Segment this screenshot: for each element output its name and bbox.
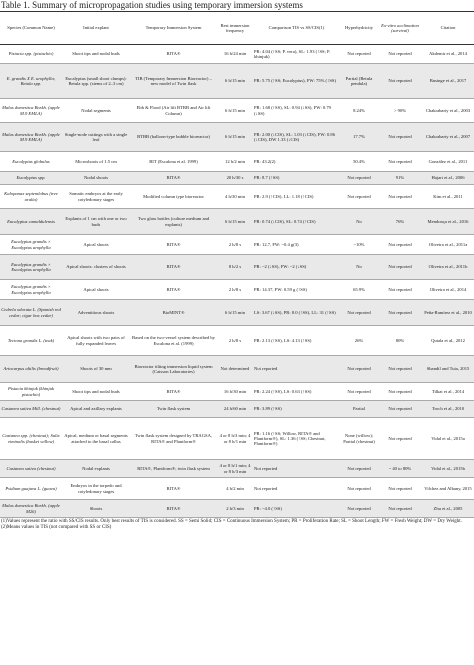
cell-acclimation: Not reported	[378, 500, 422, 518]
cell-hyperhydricity: Not reported	[340, 356, 378, 383]
cell-tis: BioMINT®	[130, 300, 217, 326]
table-row	[0, 460, 474, 478]
table-row	[0, 123, 474, 152]
cell-citation: Kim et al., 2011	[422, 185, 474, 209]
table-header	[0, 12, 474, 45]
note-2: (2)Means values in TIS (not compared with SS or CIS)	[1, 525, 112, 530]
cell-acclimation: Not reported	[378, 255, 422, 280]
cell-species: Eucalyptus camaldulensis	[0, 209, 62, 235]
cell-species: Malus domestica Borkh. (apple M26)	[0, 500, 62, 518]
table-row	[0, 209, 474, 235]
cell-comparison: PR: 3.89 (↑SS)	[253, 401, 340, 418]
cell-hyperhydricity: Not reported	[340, 383, 378, 401]
cell-initial-explant: Somatic embryos at the early cotyledonary stages	[62, 185, 130, 209]
cell-tis: BIT (Escalona et al. 1999)	[130, 152, 217, 172]
cell-comparison: Not reported	[253, 460, 340, 478]
cell-acclimation: Not reported	[378, 418, 422, 460]
table-row	[0, 383, 474, 401]
cell-initial-explant: Embryos in the torpedo and cotyledonary stages	[62, 478, 130, 500]
cell-initial-explant: Apical shoots: clusters of shoots	[62, 255, 130, 280]
cell-initial-explant: Shoot tips and nodal buds	[62, 45, 130, 64]
cell-initial-explant: Shoot tips and nodal buds	[62, 383, 130, 401]
header-tis: Temporary Immersion System	[130, 12, 217, 45]
cell-acclimation: Not reported	[378, 300, 422, 326]
cell-tis: RITA®	[130, 235, 217, 255]
cell-acclimation: Not reported	[378, 478, 422, 500]
cell-immersion-frequency: 8 h/2 s	[217, 255, 253, 280]
cell-tis: Two glass bottles (culture medium and explants)	[130, 209, 217, 235]
cell-initial-explant: Shoots of 30 mm	[62, 356, 130, 383]
cell-species: Eucalyptus spp.	[0, 172, 62, 185]
cell-acclimation: Not reported	[378, 152, 422, 172]
cell-acclimation: Not reported	[378, 383, 422, 401]
cell-tis: Twin flask system designed by TRAGSA, RITA® and Plantform®	[130, 418, 217, 460]
cell-initial-explant: Explants of 1 cm with one or two buds	[62, 209, 130, 235]
cell-hyperhydricity: ~10%	[340, 235, 378, 255]
cell-citation: Vidal et al., 2015b	[422, 460, 474, 478]
cell-comparison: PR: 1.68 (↑SS), SL: 0.94 (↓SS), FW: 0.79 (↓SS)	[253, 99, 340, 123]
cell-citation: Oliveira et al., 2011a	[422, 235, 474, 255]
cell-species: Malus domestica Borkh. (apple M.9 EMLA)	[0, 123, 62, 152]
cell-immersion-frequency: 24 h/60 min	[217, 401, 253, 418]
cell-immersion-frequency: 4 h/2 min	[217, 478, 253, 500]
cell-immersion-frequency: 2 h/8 s	[217, 326, 253, 356]
cell-hyperhydricity: 17.7%	[340, 123, 378, 152]
cell-acclimation: Not reported	[378, 123, 422, 152]
cell-comparison: LS: 3.67 (↓SS), PR: 8.0 (↑SS), LL: 31 (↑SS)	[253, 300, 340, 326]
table-row	[0, 99, 474, 123]
table-row	[0, 185, 474, 209]
cell-citation: Akdemir et al., 2014	[422, 45, 474, 64]
cell-species: Pistacia spp. (pistachio)	[0, 45, 62, 64]
table-row	[0, 152, 474, 172]
cell-hyperhydricity: Not reported	[340, 185, 378, 209]
cell-tis: RITA®	[130, 45, 217, 64]
cell-hyperhydricity: Not reported	[340, 45, 378, 64]
cell-tis: RITA®	[130, 478, 217, 500]
cell-immersion-frequency: Not determined	[217, 356, 253, 383]
cell-immersion-frequency: 20 h/30 s	[217, 172, 253, 185]
cell-hyperhydricity: 26%	[340, 326, 378, 356]
cell-initial-explant: Apical, medium or basal segments attached to the basal callus	[62, 418, 130, 460]
cell-hyperhydricity: No	[340, 209, 378, 235]
cell-comparison: PR: 2.13 (↑SS), LS: 4.13 (↑SS)	[253, 326, 340, 356]
cell-tis: RITA®	[130, 255, 217, 280]
cell-citation: Vidal et al., 2015a	[422, 418, 474, 460]
table-row	[0, 401, 474, 418]
table-row	[0, 300, 474, 326]
cell-comparison: Not reported	[253, 478, 340, 500]
cell-species: Castanea sativa Mill. (chestnut)	[0, 401, 62, 418]
cell-comparison: PR: 14.37, FW: 0.59 g (↑SS)	[253, 280, 340, 300]
cell-citation: Shandil and Tuia, 2015	[422, 356, 474, 383]
header-citation: Citation	[422, 12, 474, 45]
cell-citation: Chakrabarty et al., 2007	[422, 123, 474, 152]
table-row	[0, 172, 474, 185]
cell-acclimation: Not reported	[378, 64, 422, 99]
cell-hyperhydricity: Not reported	[340, 460, 378, 478]
cell-species: Malus domestica Borkh. (apple M.9 EMLA)	[0, 99, 62, 123]
cell-acclimation: Not reported	[378, 280, 422, 300]
cell-citation: Zhu et al., 2005	[422, 500, 474, 518]
cell-hyperhydricity: Not reported	[340, 478, 378, 500]
table-row	[0, 280, 474, 300]
cell-species: Eucalyptus grandis × Eucalyptus urophylla	[0, 255, 62, 280]
cell-immersion-frequency: 4 or 8 h/1 min; 4 or 8 h/3 min	[217, 460, 253, 478]
cell-initial-explant: Single-node cuttings with a single leaf	[62, 123, 130, 152]
cell-initial-explant: Adventitious shoots	[62, 300, 130, 326]
cell-citation: Troch et al., 2010	[422, 401, 474, 418]
table-row	[0, 326, 474, 356]
cell-citation: Mendonça et al., 2016	[422, 209, 474, 235]
summary-table	[0, 11, 474, 518]
header-immersion-frequency: Best immersion frequency	[217, 12, 253, 45]
cell-tis: RITA®	[130, 172, 217, 185]
cell-initial-explant: Apical shoots	[62, 280, 130, 300]
cell-immersion-frequency: 6 h/15 min	[217, 300, 253, 326]
table-row	[0, 500, 474, 518]
cell-initial-explant: Apical shoots	[62, 235, 130, 255]
cell-initial-explant: Apical shoots with two pairs of fully expanded leaves	[62, 326, 130, 356]
cell-citation: Quiala et al., 2012	[422, 326, 474, 356]
cell-immersion-frequency: 4 or 8 h/3 min; 4 or 8 h/1 min	[217, 418, 253, 460]
cell-citation: Oliveira et al., 2014	[422, 280, 474, 300]
cell-comparison: PR: ~2 (↓SS), FW: ~2 (↓SS)	[253, 255, 340, 280]
table-row	[0, 64, 474, 99]
cell-comparison: PR: ~4.0 (↑SS)	[253, 500, 340, 518]
cell-acclimation: 76%	[378, 209, 422, 235]
cell-tis: RITA®	[130, 500, 217, 518]
cell-acclimation: ~ 40 to 80%	[378, 460, 422, 478]
cell-comparison: PR: 2.9 (↑CIS), LL: 1.18 (↑CIS)	[253, 185, 340, 209]
header-comparison: Comparison TIS vs SS/CIS(1)	[253, 12, 340, 45]
cell-hyperhydricity: Not reported	[340, 300, 378, 326]
cell-hyperhydricity: 8.24%	[340, 99, 378, 123]
cell-species: Eucalyptus grandis × Eucalyptus urophylla	[0, 280, 62, 300]
cell-comparison: PR: 1.16 (↑SS; Willow, RITA® and Plantform®), SL: 1.36 (↑SS; Chestnut, Plantform®)	[253, 418, 340, 460]
cell-hyperhydricity: Not reported	[340, 500, 378, 518]
cell-citation: Tilkat et al., 2014	[422, 383, 474, 401]
cell-acclimation: Not reported	[378, 45, 422, 64]
cell-species: Tectona grandis L. (teak)	[0, 326, 62, 356]
header-initial-explant: Initial explant	[62, 12, 130, 45]
cell-initial-explant: Microshoots of 1.5 cm	[62, 152, 130, 172]
cell-citation: González et al., 2011	[422, 152, 474, 172]
cell-species: Eucalyptus grandis × Eucalyptus urophylla	[0, 235, 62, 255]
cell-immersion-frequency: 2 h/3 min	[217, 500, 253, 518]
cell-species: Eucalyptus globulus	[0, 152, 62, 172]
cell-comparison: PR: 8.7 (↑SS)	[253, 172, 340, 185]
cell-hyperhydricity: 65.9%	[340, 280, 378, 300]
cell-hyperhydricity: None (willow); Partial (chestnut)	[340, 418, 378, 460]
cell-comparison: PR: 12.7, FW: ~0.4 g(3)	[253, 235, 340, 255]
header-row	[0, 12, 474, 45]
table-caption: Table 1. Summary of micropropagation studies using temporary immersion systems	[1, 0, 303, 10]
cell-species: Artocarpus altilis (breadfruit)	[0, 356, 62, 383]
table-row	[0, 45, 474, 64]
cell-species: Pistacia khinjuk (khinjuk pistachio)	[0, 383, 62, 401]
cell-immersion-frequency: 16 h/30 min	[217, 383, 253, 401]
cell-immersion-frequency: 4 h/30 min	[217, 185, 253, 209]
cell-initial-explant: Nodal shoots	[62, 172, 130, 185]
cell-tis: BTBB (balloon-type bubble bioreactor)	[130, 123, 217, 152]
cell-species: Psidium guajava L. (guava)	[0, 478, 62, 500]
note-1: (1)Values represent the ratio with SS/CIS results. Only best results of TIS is considered. SS = Semi Solid; CIS = Continuous Immersion System; PR = Proliferation Rate; SL = Shoot Length; FW = Fresh Weight; DW = Dry Weight.	[1, 519, 462, 524]
cell-acclimation: > 90%	[378, 99, 422, 123]
cell-hyperhydricity: Partial	[340, 401, 378, 418]
cell-initial-explant: Nodal segments	[62, 99, 130, 123]
cell-initial-explant: Eucalyptus (small shoot clumps): Betula spp. (stems of 2–3 cm)	[62, 64, 130, 99]
cell-immersion-frequency: 6 h/15 min	[217, 64, 253, 99]
cell-tis: Ebb & Flood (Air lift BTBB and Air lift Column)	[130, 99, 217, 123]
cell-immersion-frequency: 16 h/24 min	[217, 45, 253, 64]
table-row	[0, 235, 474, 255]
table-row	[0, 418, 474, 460]
cell-comparison: PR: 2.00 (↓CIS), SL: 1.03 (↓CIS), FW: 0.86 (↓CIS), DW 1.33 (↓CIS)	[253, 123, 340, 152]
cell-acclimation: Not reported	[378, 401, 422, 418]
header-species: Species (Common Name)	[0, 12, 62, 45]
cell-comparison: PR: 5.75 (↑SS; Eucalyptus), FW: 75% (↑SS)	[253, 64, 340, 99]
cell-species: E. grandis X E. urophylla; Betula spp.	[0, 64, 62, 99]
cell-acclimation: Not reported	[378, 235, 422, 255]
cell-immersion-frequency: 12 h/2 min	[217, 152, 253, 172]
cell-citation: Peña-Ramírez et al., 2010	[422, 300, 474, 326]
cell-comparison: PR: 2.24 (↑SS), LS: 0.63 (↑SS)	[253, 383, 340, 401]
cell-hyperhydricity: Partial (Betula pendula)	[340, 64, 378, 99]
cell-comparison: PR: 43.2(2)	[253, 152, 340, 172]
cell-tis: TIB (Temporary Immersion Bioreactor) – new model of Twin flask	[130, 64, 217, 99]
table-row	[0, 478, 474, 500]
table-notes	[0, 518, 474, 531]
cell-immersion-frequency: 6 h/15 min	[217, 123, 253, 152]
cell-citation: Hajari et al., 2006	[422, 172, 474, 185]
cell-citation: Oliveira et al., 2011b	[422, 255, 474, 280]
cell-species: Castanea sativa (chestnut)	[0, 460, 62, 478]
cell-initial-explant: Shoots	[62, 500, 130, 518]
cell-acclimation: Not reported	[378, 356, 422, 383]
cell-initial-explant: Apical and axillary explants	[62, 401, 130, 418]
cell-acclimation: 91%	[378, 172, 422, 185]
cell-comparison: PR: 0.74 (↓CIS), SL: 0.74 (↑CIS)	[253, 209, 340, 235]
cell-tis: Twin flask system	[130, 401, 217, 418]
table-row	[0, 255, 474, 280]
cell-immersion-frequency: 6 h/15 min	[217, 209, 253, 235]
cell-immersion-frequency: 2 h/8 s	[217, 235, 253, 255]
header-acclimation: Ex-vitro acclimation (survival)	[378, 12, 422, 45]
cell-initial-explant: Nodal explants	[62, 460, 130, 478]
cell-acclimation: 80%	[378, 326, 422, 356]
cell-comparison: Not reported	[253, 356, 340, 383]
table-body	[0, 45, 474, 518]
cell-species: Castanea spp. (chestnut); Salix viminalis (basket willow)	[0, 418, 62, 460]
cell-species: Kalopanax septemlobus (tree aralia)	[0, 185, 62, 209]
cell-citation: Vilchez and Albany, 2015	[422, 478, 474, 500]
cell-immersion-frequency: 2 h/8 s	[217, 280, 253, 300]
cell-citation: Chakrabarty et al., 2003	[422, 99, 474, 123]
cell-tis: RITA®	[130, 280, 217, 300]
cell-acclimation: Not reported	[378, 185, 422, 209]
cell-hyperhydricity: Not reported	[340, 172, 378, 185]
cell-tis: RITA®	[130, 383, 217, 401]
cell-tis: Based on the two-vessel system described by Escalona et al. (1999)	[130, 326, 217, 356]
cell-hyperhydricity: No	[340, 255, 378, 280]
table-row	[0, 356, 474, 383]
cell-comparison: PR: 4.04 (↑SS; P. vera), SL: 1.93 (↑SS; P. khinjuk)	[253, 45, 340, 64]
cell-hyperhydricity: 50.4%	[340, 152, 378, 172]
cell-tis: RITA®, Plantform®; twin flask system	[130, 460, 217, 478]
cell-citation: Businge et al., 2017	[422, 64, 474, 99]
cell-species: Cedrela odorata L. (Spanish red cedar; cigar box cedar)	[0, 300, 62, 326]
cell-immersion-frequency: 6 h/15 min	[217, 99, 253, 123]
cell-tis: Bioreactor tilting immersion liquid system (Caisson Laboratories)	[130, 356, 217, 383]
header-hyperhydricity: Hyperhydricity	[340, 12, 378, 45]
cell-tis: Modified column type bioreactor	[130, 185, 217, 209]
